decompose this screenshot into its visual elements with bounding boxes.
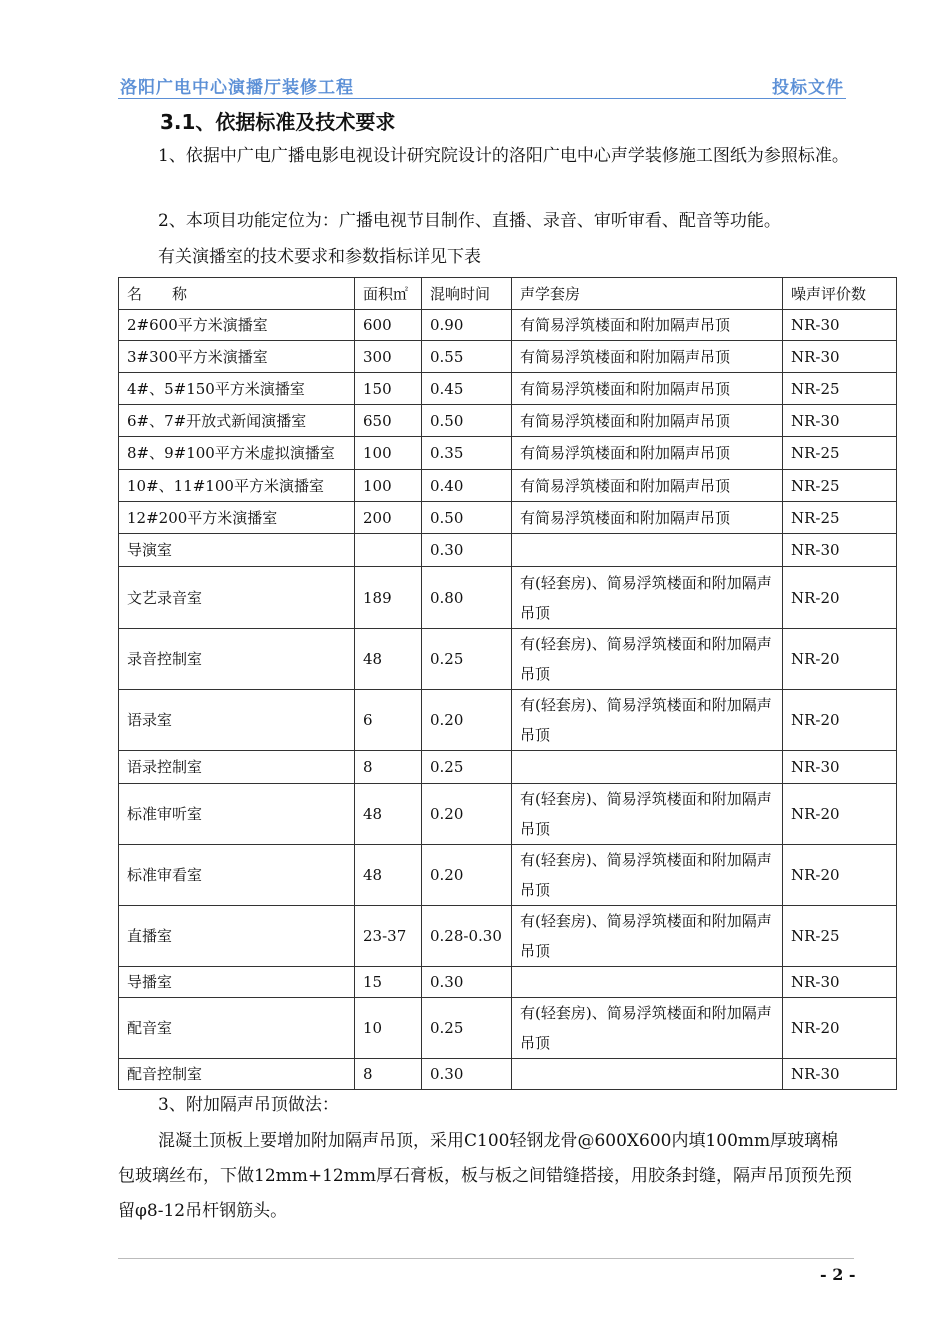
table-row [119, 784, 897, 845]
table-cell: 有(轻套房)、简易浮筑楼面和附加隔声吊顶 [512, 690, 783, 751]
table-row [119, 341, 897, 373]
table-cell: 4#、5#150平方米演播室 [119, 373, 355, 405]
table-cell: NR-20 [783, 629, 897, 690]
table-header-cell: 噪声评价数 [783, 278, 897, 310]
table-cell: 有(轻套房)、简易浮筑楼面和附加隔声吊顶 [512, 567, 783, 629]
table-cell: 有简易浮筑楼面和附加隔声吊顶 [512, 341, 783, 373]
table-cell: 0.50 [422, 502, 512, 534]
table-cell: 8 [355, 1059, 422, 1090]
table-cell: 标准审听室 [119, 784, 355, 845]
table-cell: 0.25 [422, 629, 512, 690]
table-cell: 10#、11#100平方米演播室 [119, 470, 355, 502]
table-cell: 100 [355, 437, 422, 470]
table-cell: 录音控制室 [119, 629, 355, 690]
table-row [119, 751, 897, 784]
footer-divider [118, 1258, 854, 1259]
table-cell: 标准审看室 [119, 845, 355, 906]
table-cell: 有(轻套房)、简易浮筑楼面和附加隔声吊顶 [512, 906, 783, 967]
table-cell: 有简易浮筑楼面和附加隔声吊顶 [512, 437, 783, 470]
table-cell: 300 [355, 341, 422, 373]
table-cell: 10 [355, 998, 422, 1059]
table-cell: 配音室 [119, 998, 355, 1059]
table-cell: 200 [355, 502, 422, 534]
table-cell: 8 [355, 751, 422, 784]
table-row [119, 470, 897, 502]
table-cell: 150 [355, 373, 422, 405]
table-cell: 0.20 [422, 690, 512, 751]
table-cell: 0.90 [422, 310, 512, 341]
table-cell: 650 [355, 405, 422, 437]
table-cell: NR-30 [783, 405, 897, 437]
table-cell: 8#、9#100平方米虚拟演播室 [119, 437, 355, 470]
page-header [118, 70, 846, 99]
table-cell: 48 [355, 845, 422, 906]
table-cell: NR-30 [783, 534, 897, 567]
table-row [119, 690, 897, 751]
table-cell: 语录控制室 [119, 751, 355, 784]
table-cell: 有(轻套房)、简易浮筑楼面和附加隔声吊顶 [512, 845, 783, 906]
table-cell: NR-25 [783, 470, 897, 502]
table-cell: 直播室 [119, 906, 355, 967]
table-cell: 0.30 [422, 967, 512, 998]
table-cell: 3#300平方米演播室 [119, 341, 355, 373]
table-row [119, 373, 897, 405]
table-cell: 2#600平方米演播室 [119, 310, 355, 341]
table-row [119, 1059, 897, 1090]
paragraph-ceiling-method: 混凝土顶板上要增加附加隔声吊顶，采用C100轻钢龙骨@600X600内填100mm厚玻璃棉包玻璃丝布，下做12mm+12mm厚石膏板，板与板之间错缝搭接，用胶条封缝，隔声吊顶预先预留φ8-12吊杆钢筋头。 [118, 1131, 852, 1221]
table-cell: 语录室 [119, 690, 355, 751]
paragraph-table-intro: 有关演播室的技术要求和参数指标详见下表 [158, 247, 481, 267]
table-cell: NR-25 [783, 373, 897, 405]
table-row [119, 437, 897, 470]
table-cell: 0.30 [422, 534, 512, 567]
table-row [119, 405, 897, 437]
table-header-cell: 声学套房 [512, 278, 783, 310]
table-row [119, 629, 897, 690]
table-cell: NR-25 [783, 502, 897, 534]
table-cell: 0.35 [422, 437, 512, 470]
table-cell: 100 [355, 470, 422, 502]
table-cell [512, 751, 783, 784]
paragraph-function: 2、本项目功能定位为：广播电视节目制作、直播、录音、审听审看、配音等功能。 [158, 211, 781, 231]
table-cell: NR-20 [783, 690, 897, 751]
table-cell [512, 967, 783, 998]
table-cell: 有简易浮筑楼面和附加隔声吊顶 [512, 502, 783, 534]
table-header-cell: 名 称 [119, 278, 355, 310]
table-row [119, 502, 897, 534]
table-row [119, 998, 897, 1059]
table-cell: 0.45 [422, 373, 512, 405]
table-cell: NR-20 [783, 845, 897, 906]
table-cell: 有(轻套房)、简易浮筑楼面和附加隔声吊顶 [512, 629, 783, 690]
table-cell: 有简易浮筑楼面和附加隔声吊顶 [512, 470, 783, 502]
table-cell: 有简易浮筑楼面和附加隔声吊顶 [512, 310, 783, 341]
table-cell: 12#200平方米演播室 [119, 502, 355, 534]
table-cell: NR-30 [783, 1059, 897, 1090]
table-cell: 15 [355, 967, 422, 998]
table-header-row [119, 278, 897, 310]
table-cell: 6 [355, 690, 422, 751]
table-cell: 0.30 [422, 1059, 512, 1090]
table-cell: NR-30 [783, 751, 897, 784]
table-cell: 配音控制室 [119, 1059, 355, 1090]
table-cell: NR-20 [783, 998, 897, 1059]
table-cell: 0.20 [422, 784, 512, 845]
header-doc-type: 投标文件 [772, 78, 844, 98]
table-cell: 0.40 [422, 470, 512, 502]
table-cell: 0.25 [422, 751, 512, 784]
table-cell: 导演室 [119, 534, 355, 567]
table-cell: 有简易浮筑楼面和附加隔声吊顶 [512, 373, 783, 405]
table-cell: 0.25 [422, 998, 512, 1059]
table-cell: NR-30 [783, 310, 897, 341]
table-cell [512, 534, 783, 567]
table-cell: NR-30 [783, 967, 897, 998]
table-cell: 48 [355, 784, 422, 845]
page-number: - 2 - [820, 1265, 856, 1284]
table-cell: 有简易浮筑楼面和附加隔声吊顶 [512, 405, 783, 437]
table-header-cell: 混响时间 [422, 278, 512, 310]
table-row [119, 534, 897, 567]
table-cell: 导播室 [119, 967, 355, 998]
table-row [119, 906, 897, 967]
table-cell: 23-37 [355, 906, 422, 967]
table-cell: 0.55 [422, 341, 512, 373]
table-cell: 文艺录音室 [119, 567, 355, 629]
table-cell: 189 [355, 567, 422, 629]
table-cell: 0.20 [422, 845, 512, 906]
section-title: 3.1、依据标准及技术要求 [160, 110, 396, 134]
spec-table [118, 277, 897, 1090]
table-row [119, 845, 897, 906]
table-cell: 0.50 [422, 405, 512, 437]
table-cell: NR-20 [783, 567, 897, 629]
table-cell: NR-25 [783, 906, 897, 967]
table-cell: NR-20 [783, 784, 897, 845]
paragraph-standard: 1、依据中广电广播电影电视设计研究院设计的洛阳广电中心声学装修施工图纸为参照标准。 [158, 146, 849, 166]
header-project-title: 洛阳广电中心演播厅装修工程 [120, 78, 354, 98]
paragraph-ceiling-title: 3、附加隔声吊顶做法： [158, 1095, 339, 1115]
table-cell: NR-25 [783, 437, 897, 470]
table-cell: NR-30 [783, 341, 897, 373]
table-cell: 600 [355, 310, 422, 341]
table-row [119, 310, 897, 341]
table-row [119, 567, 897, 629]
table-cell [355, 534, 422, 567]
table-row [119, 967, 897, 998]
table-cell: 0.80 [422, 567, 512, 629]
table-cell: 48 [355, 629, 422, 690]
table-cell: 有(轻套房)、简易浮筑楼面和附加隔声吊顶 [512, 784, 783, 845]
table-cell [512, 1059, 783, 1090]
table-header-cell: 面积㎡ [355, 278, 422, 310]
table-cell: 6#、7#开放式新闻演播室 [119, 405, 355, 437]
table-cell: 有(轻套房)、简易浮筑楼面和附加隔声吊顶 [512, 998, 783, 1059]
table-cell: 0.28-0.30 [422, 906, 512, 967]
